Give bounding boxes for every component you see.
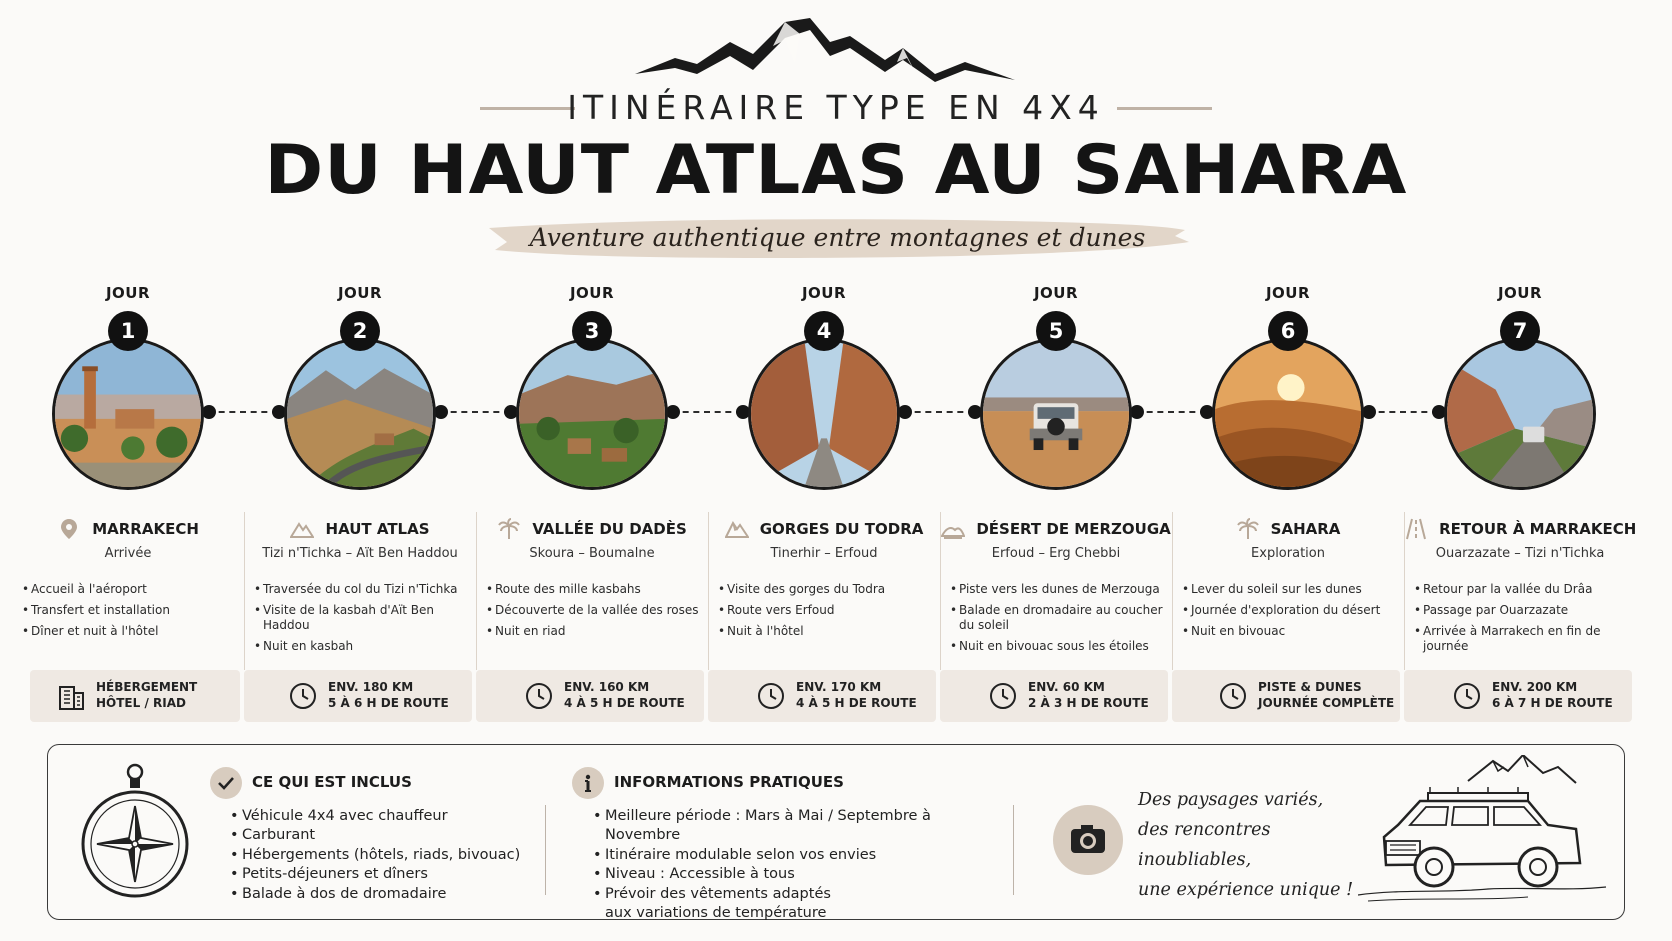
stat-line-1: ENV. 170 KM	[796, 680, 882, 694]
mountain-icon	[290, 518, 314, 540]
day-5-header	[940, 280, 1172, 480]
day-number-badge: 4	[804, 311, 844, 351]
clock-icon	[988, 681, 1018, 711]
place-row	[940, 518, 1172, 542]
day-3-stat-card	[476, 670, 704, 722]
day-4-stat-card	[708, 670, 936, 722]
stat-line-1: ENV. 60 KM	[1028, 680, 1105, 694]
day-2-stat-card	[244, 670, 472, 722]
list-item: • Petits-déjeuners et dîners	[230, 865, 530, 884]
day-number-badge: 5	[1036, 311, 1076, 351]
clock-icon	[524, 681, 554, 711]
clock-icon	[1452, 681, 1482, 711]
place-subtitle: Tizi n'Tichka – Aït Ben Haddou	[262, 546, 458, 561]
day-5-stat-card	[940, 670, 1168, 722]
day-7-details	[1404, 512, 1636, 667]
place-name: MARRAKECH	[92, 520, 199, 538]
day-activities	[22, 582, 242, 645]
list-item: • Retour par la vallée du Drâa	[1414, 582, 1634, 597]
map-pin-icon	[57, 518, 81, 540]
day-label: JOUR	[801, 284, 847, 302]
day-label: JOUR	[569, 284, 615, 302]
stat-line-1: ENV. 180 KM	[328, 680, 414, 694]
list-item: • Transfert et installation	[22, 603, 242, 618]
list-item: • Route vers Erfoud	[718, 603, 938, 618]
included-title: CE QUI EST INCLUS	[252, 773, 412, 791]
list-item: • Visite des gorges du Todra	[718, 582, 938, 597]
day-label: JOUR	[1497, 284, 1543, 302]
place-subtitle: Arrivée	[104, 546, 152, 561]
info-icon	[572, 767, 604, 799]
4x4-vehicle-sketch-icon	[1358, 755, 1608, 910]
clock-icon	[756, 681, 786, 711]
info-panel	[47, 744, 1625, 920]
place-name: VALLÉE DU DADÈS	[532, 520, 687, 538]
day-3-header	[476, 280, 708, 480]
section-divider	[1013, 805, 1014, 895]
compass-icon	[80, 761, 190, 905]
day-5-photo-merzouga-desert	[980, 338, 1132, 490]
day-activities	[254, 582, 474, 660]
day-activities	[1182, 582, 1402, 645]
palm-tree-icon	[497, 518, 521, 540]
place-name: SAHARA	[1270, 520, 1341, 538]
list-item: • Passage par Ouarzazate	[1414, 603, 1634, 618]
palm-tree-icon	[1236, 518, 1260, 540]
list-item: • Nuit à l'hôtel	[718, 624, 938, 639]
place-subtitle: Erfoud – Erg Chebbi	[991, 546, 1121, 561]
list-item: • Lever du soleil sur les dunes	[1182, 582, 1402, 597]
closing-quote	[1138, 785, 1373, 905]
kicker-rule-right	[1117, 107, 1212, 110]
place-subtitle: Skoura – Boumalne	[529, 546, 655, 561]
list-item: • Hébergements (hôtels, riads, bivouac)	[230, 846, 530, 865]
mountain-logo-icon	[635, 12, 1015, 88]
kicker-row	[0, 88, 1672, 128]
day-2-photo-haut-atlas	[284, 338, 436, 490]
day-2-details	[244, 512, 476, 667]
section-divider	[545, 805, 546, 895]
day-5-details	[940, 512, 1172, 667]
place-name: DÉSERT DE MERZOUGA	[976, 520, 1171, 538]
stat-line-2: JOURNÉE COMPLÈTE	[1258, 696, 1395, 710]
day-4-photo-todra-gorges	[748, 338, 900, 490]
practical-list	[593, 807, 1003, 923]
clock-icon	[288, 681, 318, 711]
stat-line-1: ENV. 200 KM	[1492, 680, 1578, 694]
list-item: • Nuit en bivouac	[1182, 624, 1402, 639]
stat-line-1: PISTE & DUNES	[1258, 680, 1362, 694]
day-6-details	[1172, 512, 1404, 667]
list-item: • Découverte de la vallée des roses	[486, 603, 706, 618]
list-item: • Traversée du col du Tizi n'Tichka	[254, 582, 474, 597]
day-activities	[718, 582, 938, 645]
list-item-continuation: aux variations de température	[605, 905, 827, 922]
mountain-icon	[725, 518, 749, 540]
place-name: RETOUR À MARRAKECH	[1439, 520, 1637, 538]
list-item: • Piste vers les dunes de Merzouga	[950, 582, 1170, 597]
list-item: • Dîner et nuit à l'hôtel	[22, 624, 242, 639]
day-number-badge: 3	[572, 311, 612, 351]
kicker-rule-left	[480, 107, 575, 110]
day-4-header	[708, 280, 940, 480]
day-number-badge: 6	[1268, 311, 1308, 351]
list-item: • Nuit en kasbah	[254, 639, 474, 654]
list-item: • Route des mille kasbahs	[486, 582, 706, 597]
list-item: • Accueil à l'aéroport	[22, 582, 242, 597]
place-subtitle: Tinerhir – Erfoud	[770, 546, 878, 561]
place-subtitle: Ouarzazate – Tizi n'Tichka	[1435, 546, 1605, 561]
list-item: • Visite de la kasbah d'Aït Ben Haddou	[254, 603, 474, 633]
day-7-header	[1404, 280, 1636, 480]
camera-icon	[1053, 805, 1123, 875]
stat-line-2: 4 À 5 H DE ROUTE	[796, 696, 917, 710]
day-3-photo-dades-valley	[516, 338, 668, 490]
list-item: • Niveau : Accessible à tous	[593, 865, 1003, 884]
list-item: • Balade à dos de dromadaire	[230, 885, 530, 904]
day-activities	[1414, 582, 1634, 660]
stat-line-1: ENV. 160 KM	[564, 680, 650, 694]
building-icon	[56, 681, 86, 711]
day-number-badge: 7	[1500, 311, 1540, 351]
stat-line-2: 4 À 5 H DE ROUTE	[564, 696, 685, 710]
day-1-stat-card	[30, 670, 240, 722]
day-label: JOUR	[337, 284, 383, 302]
day-number-badge: 2	[340, 311, 380, 351]
place-row	[244, 518, 476, 542]
clock-icon	[1218, 681, 1248, 711]
place-name: GORGES DU TODRA	[759, 520, 924, 538]
tagline: Aventure authentique entre montagnes et dunes	[529, 223, 1146, 252]
day-activities	[950, 582, 1170, 660]
closing-line-1: Des paysages variés,	[1138, 790, 1324, 810]
stat-line-2: HÔTEL / RIAD	[96, 696, 186, 710]
day-6-header	[1172, 280, 1404, 480]
place-row	[476, 518, 708, 542]
list-item: • Arrivée à Marrakech en fin de journée	[1414, 624, 1634, 654]
place-row	[12, 518, 244, 542]
place-row	[1172, 518, 1404, 542]
list-item: • Nuit en riad	[486, 624, 706, 639]
itinerary-kicker: ITINÉRAIRE TYPE EN 4X4	[567, 88, 1105, 127]
list-item: • Meilleure période : Mars à Mai / Septembre à Novembre	[593, 807, 1003, 846]
place-row	[1404, 518, 1636, 542]
list-item: • Prévoir des vêtements adaptés	[593, 885, 1003, 904]
day-1-header	[12, 280, 244, 480]
list-item: • Balade en dromadaire au coucher du soleil	[950, 603, 1170, 633]
stat-line-1: HÉBERGEMENT	[96, 680, 198, 694]
included-list	[230, 807, 530, 904]
day-7-photo-return-road	[1444, 338, 1596, 490]
stat-line-2: 2 À 3 H DE ROUTE	[1028, 696, 1149, 710]
list-item: • Itinéraire modulable selon vos envies	[593, 846, 1003, 865]
day-label: JOUR	[105, 284, 151, 302]
road-icon	[1404, 518, 1428, 540]
day-label: JOUR	[1033, 284, 1079, 302]
day-2-header	[244, 280, 476, 480]
day-1-photo-marrakech	[52, 338, 204, 490]
day-6-stat-card	[1172, 670, 1400, 722]
day-activities	[486, 582, 706, 645]
dune-icon	[941, 518, 965, 540]
page-title: DU HAUT ATLAS AU SAHARA	[264, 131, 1408, 210]
check-icon	[210, 767, 242, 799]
day-label: JOUR	[1265, 284, 1311, 302]
place-subtitle: Exploration	[1251, 546, 1325, 561]
day-4-details	[708, 512, 940, 667]
closing-line-2: des rencontres inoubliables,	[1138, 820, 1271, 870]
list-item: • Carburant	[230, 826, 530, 845]
day-3-details	[476, 512, 708, 667]
list-item: • Véhicule 4x4 avec chauffeur	[230, 807, 530, 826]
closing-line-3: une expérience unique !	[1138, 880, 1354, 900]
list-item: • Journée d'exploration du désert	[1182, 603, 1402, 618]
day-7-stat-card	[1404, 670, 1632, 722]
place-name: HAUT ATLAS	[325, 520, 430, 538]
day-number-badge: 1	[108, 311, 148, 351]
place-row	[708, 518, 940, 542]
stat-line-2: 5 À 6 H DE ROUTE	[328, 696, 449, 710]
day-1-details	[12, 512, 244, 667]
stat-line-2: 6 À 7 H DE ROUTE	[1492, 696, 1613, 710]
day-6-photo-sahara-sunrise	[1212, 338, 1364, 490]
practical-title: INFORMATIONS PRATIQUES	[614, 773, 844, 791]
list-item: • Nuit en bivouac sous les étoiles	[950, 639, 1170, 654]
